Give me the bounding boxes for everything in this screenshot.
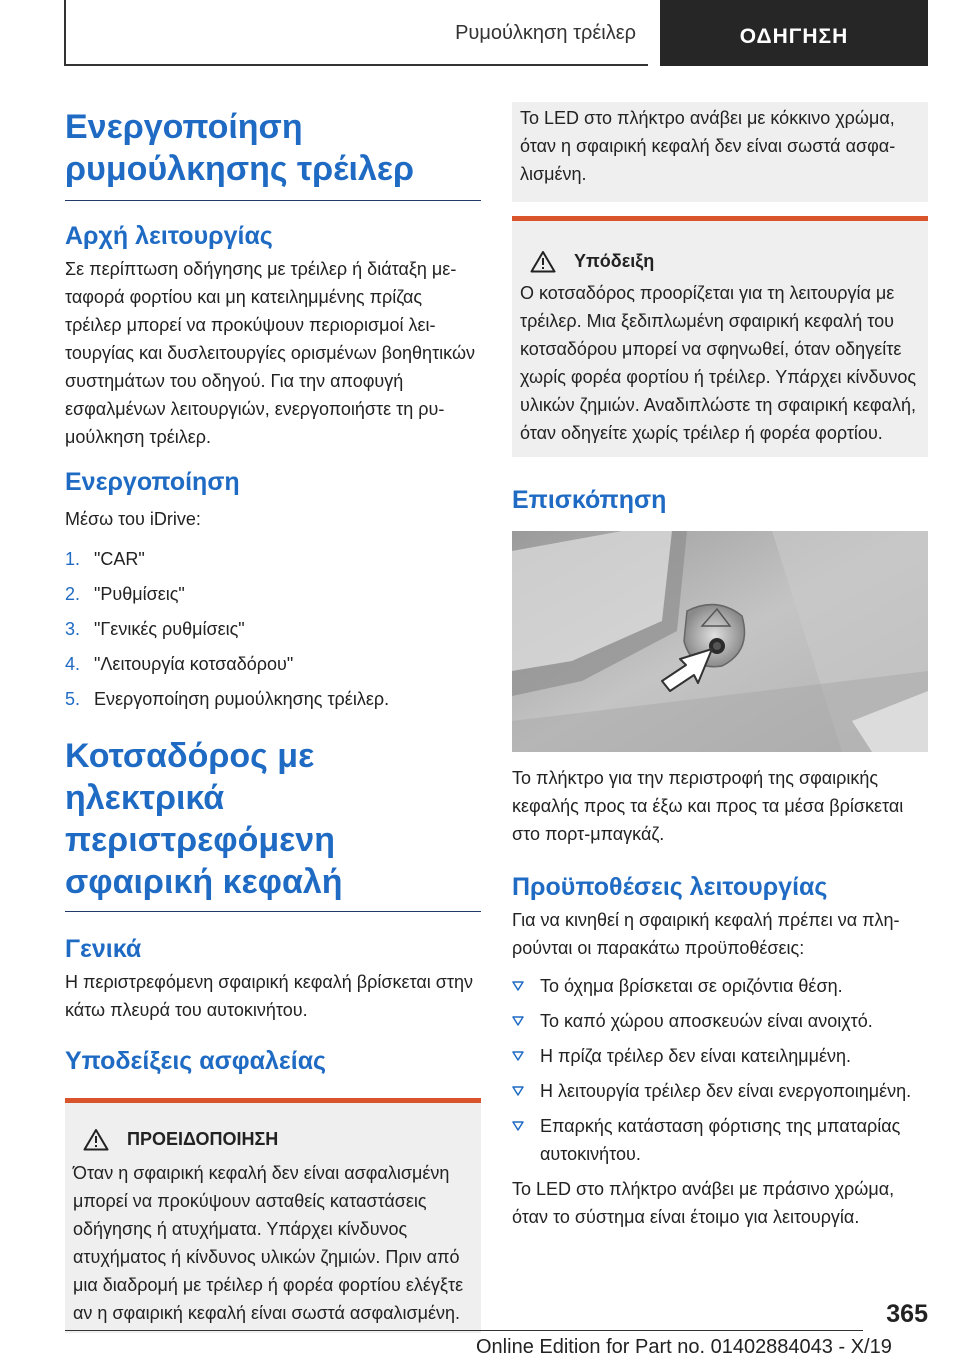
section-rule	[65, 911, 481, 912]
section-title-towbar: Κοτσαδόρος με ηλεκτρικά περιστρεφόμενη σφαιρική κεφαλή	[65, 737, 343, 901]
list-item	[512, 1112, 928, 1168]
triangle-bullet-icon	[512, 1077, 540, 1105]
condition-text: Επαρκής κατάσταση φόρτισης της μπαταρίας αυτοκινήτου.	[540, 1116, 901, 1164]
activation-intro: Μέσω του iDrive:	[65, 509, 201, 529]
warning-text: Όταν η σφαιρική κεφαλή δεν είναι ασφαλισμένη μπορεί να προκύψουν ασταθείς καταστάσεις οδήγησης ή ατυχήματα. Υπάρχει κίνδυνος ατυχήματος ή κίνδυνος υλικών ζημιών. Πριν από μια διαδρομή με τρέιλερ ή φορέα φορτίου ελέγξτε αν η σφαιρική κεφαλή είναι σωστά ασφαλισμένη.	[73, 1163, 464, 1323]
safety-heading: Υποδείξεις ασφαλείας	[65, 1047, 327, 1075]
led-red-box	[512, 102, 928, 202]
led-red-text: Το LED στο πλήκτρο ανάβει με κόκκινο χρώμα, όταν η σφαιρική κεφαλή δεν είναι σωστά ασφαλισμένη.	[520, 108, 896, 184]
notice-box	[512, 216, 928, 457]
triangle-bullet-icon	[512, 1007, 540, 1035]
step-number: 1.	[65, 549, 81, 569]
step-number: 2.	[65, 584, 81, 604]
header-rule-bottom	[64, 64, 648, 66]
notice-title-row	[520, 247, 920, 275]
activation-heading: Ενεργοποίηση	[65, 468, 240, 496]
trunk-button-photo	[512, 531, 928, 752]
step-number: 3.	[65, 619, 81, 639]
step-text: "Λειτουργία κοτσαδόρου"	[94, 654, 294, 674]
list-item	[512, 972, 928, 1000]
principle-text: Σε περίπτωση οδήγησης με τρέιλερ ή διάταξη μεταφορά φορτίου και μη κατειλημμένης πρίζας τρέιλερ μπορεί να προκύψουν περιορισμοί λειτουργίας και δυσλειτουργίες ορισμένων βοηθητικών συστημάτων του οδηγού. Για την αποφυγή εσφαλμένων λειτουργιών, ενεργοποιήστε τη ρυμούλκηση τρέιλερ.	[65, 259, 476, 447]
warning-triangle-icon	[530, 250, 556, 273]
list-item	[512, 1077, 928, 1105]
footer-rule	[65, 1330, 863, 1331]
general-heading: Γενικά	[65, 935, 142, 963]
notice-text: Ο κοτσαδόρος προορίζεται για τη λειτουργία με τρέιλερ. Μια ξεδιπλωμένη σφαιρική κεφαλή του κοτσαδόρου μπορεί να σφηνωθεί, όταν οδηγείτε χωρίς φορέα φορτίου ή τρέιλερ. Υπάρχει κίνδυνος υλικών ζημιών. Αναδιπλώστε τη σφαιρική κεφαλή, όταν οδηγείτε χωρίς τρέιλερ ή φορέα φορτίου.	[520, 283, 917, 443]
condition-text: Η πρίζα τρέιλερ δεν είναι κατειλημμένη.	[540, 1046, 852, 1066]
step-text: "Γενικές ρυθμίσεις"	[94, 619, 245, 639]
list-item	[512, 1042, 928, 1070]
list-item	[65, 545, 481, 573]
conditions-list	[512, 972, 928, 1168]
list-item	[512, 1007, 928, 1035]
step-text: "Ρυθμίσεις"	[94, 584, 185, 604]
photo-caption: Το πλήκτρο για την περιστροφή της σφαιρικής κεφαλής προς τα έξω και προς τα μέσα βρίσκεται στο πορτ-μπαγκάζ.	[512, 768, 904, 844]
page-number: 365	[886, 1300, 928, 1328]
edition-footer: Online Edition for Part no. 01402884043 - X/19	[476, 1336, 892, 1358]
step-text: "CAR"	[94, 549, 145, 569]
general-text: Η περιστρεφόμενη σφαιρική κεφαλή βρίσκεται στην κάτω πλευρά του αυτοκινήτου.	[65, 972, 474, 1020]
warning-title-row	[73, 1125, 473, 1153]
header-chapter-tab[interactable]: ΟΔΗΓΗΣΗ	[660, 0, 928, 66]
trunk-photo-illustration	[512, 531, 928, 752]
warning-triangle-icon	[83, 1128, 109, 1151]
activation-steps	[65, 545, 481, 713]
list-item	[65, 615, 481, 643]
warning-box	[65, 1098, 481, 1333]
step-number: 5.	[65, 689, 81, 709]
step-text: Ενεργοποίηση ρυμούλκησης τρέιλερ.	[94, 689, 390, 709]
conditions-intro: Για να κινηθεί η σφαιρική κεφαλή πρέπει να πληρούνται οι παρακάτω προϋποθέσεις:	[512, 910, 900, 958]
warning-title: ΠΡΟΕΙΔΟΠΟΙΗΣΗ	[127, 1129, 279, 1149]
step-number: 4.	[65, 654, 81, 674]
list-item	[65, 685, 481, 713]
conditions-heading: Προϋποθέσεις λειτουργίας	[512, 873, 828, 901]
overview-heading: Επισκόπηση	[512, 486, 667, 514]
title-rule	[65, 200, 481, 201]
list-item	[65, 580, 481, 608]
triangle-bullet-icon	[512, 972, 540, 1000]
header-section-title: Ρυμούλκηση τρέιλερ	[455, 22, 636, 44]
left-column	[65, 106, 481, 1333]
page-title: Ενεργοποίηση ρυμούλκησης τρέιλερ	[65, 108, 415, 188]
triangle-bullet-icon	[512, 1042, 540, 1070]
condition-text: Το όχημα βρίσκεται σε οριζόντια θέση.	[540, 976, 843, 996]
principle-heading: Αρχή λειτουργίας	[65, 222, 273, 250]
triangle-bullet-icon	[512, 1112, 540, 1168]
notice-title: Υπόδειξη	[574, 251, 655, 271]
right-column	[512, 102, 928, 1231]
list-item	[65, 650, 481, 678]
led-green-text: Το LED στο πλήκτρο ανάβει με πράσινο χρώμα, όταν το σύστημα είναι έτοιμο για λειτουργία.	[512, 1179, 895, 1227]
condition-text: Το καπό χώρου αποσκευών είναι ανοιχτό.	[540, 1011, 873, 1031]
condition-text: Η λειτουργία τρέιλερ δεν είναι ενεργοποιημένη.	[540, 1081, 912, 1101]
